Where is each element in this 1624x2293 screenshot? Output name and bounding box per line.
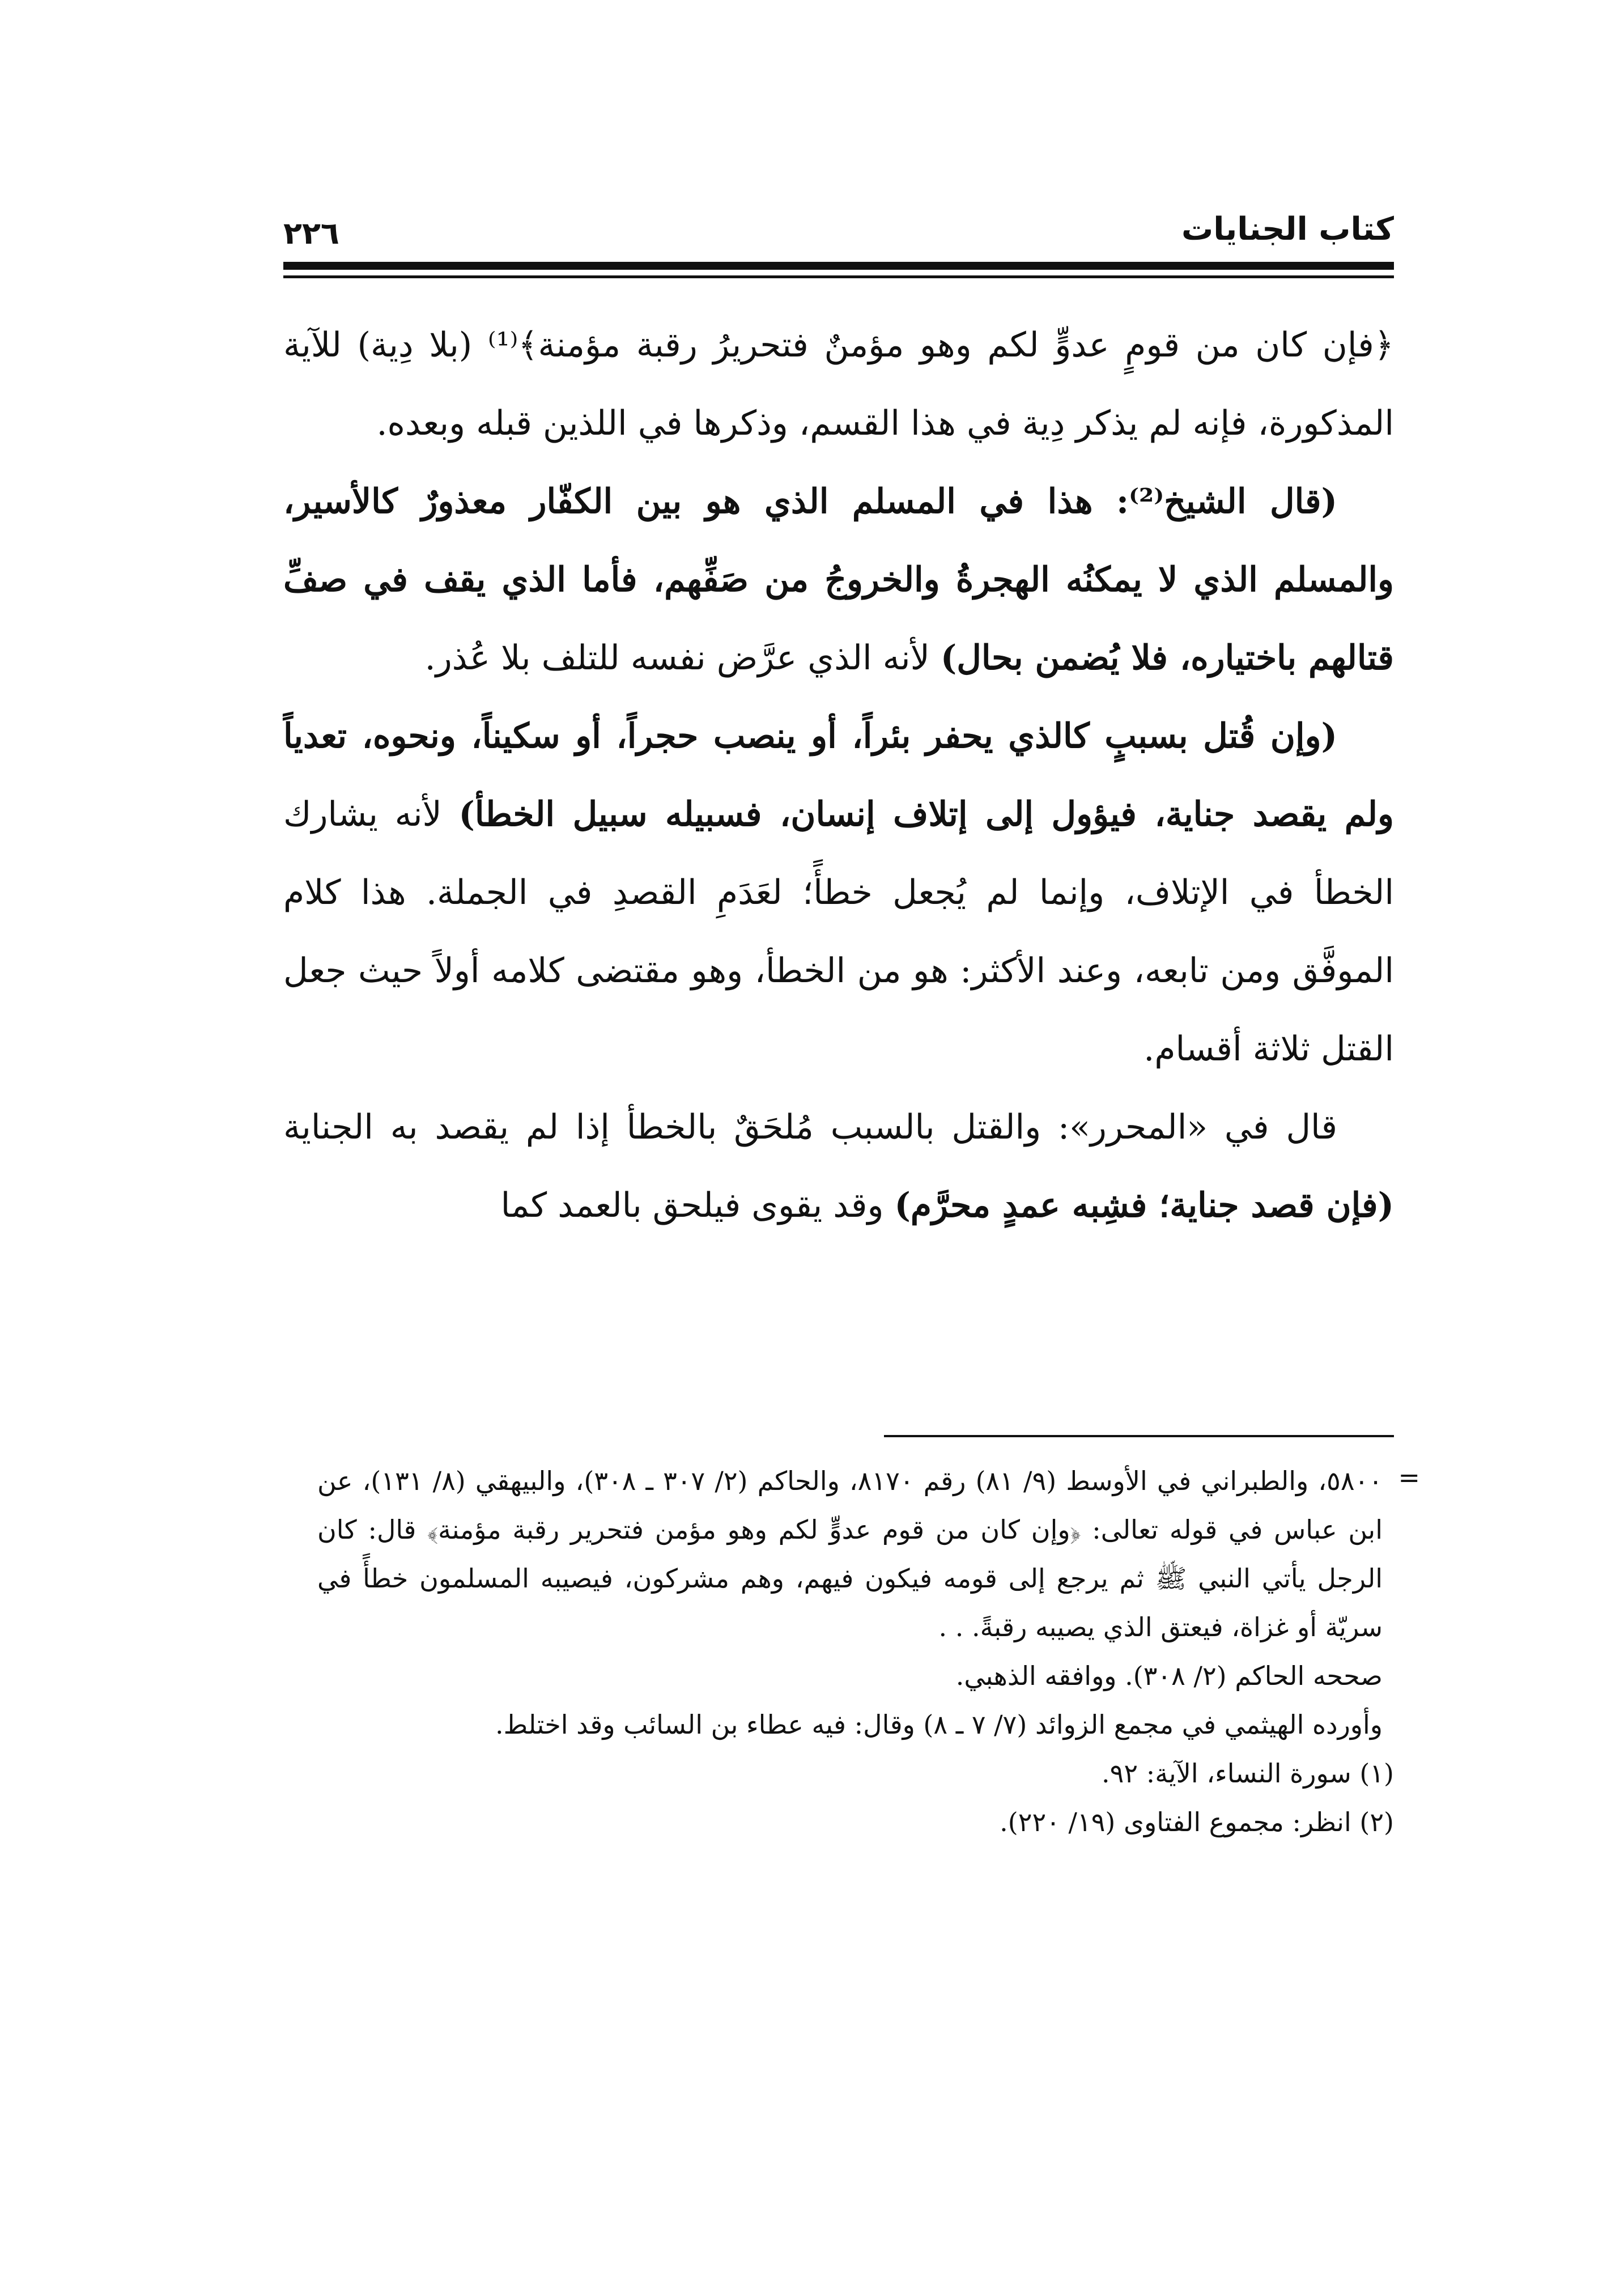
header-rule-thick [283,262,1394,270]
footnote-continued-authentication: صححه الحاكم (٢/ ٣٠٨). ووافقه الذهبي. [955,1661,1383,1691]
paragraph-3-matn: (وإن قُتل بسببٍ كالذي يحفر بئراً، أو ينصب حجراً، أو سكيناً، ونحوه، تعدياً ولم يقصد جناية، فيؤول إلى إتلاف إنسان، فسبيله سبيل الخطأ) [283,716,1394,834]
paragraph-3-sharh: لأنه يشارك الخطأ في الإتلاف، وإنما لم يُجعل خطأً؛ لعَدَمِ القصدِ في الجملة. هذا كلام الموفَّق ومن تابعه، وعند الأكثر: هو من الخطأ، وهو مقتضى كلامه أولاً حيث جعل القتل ثلاثة أقسام. [283,795,1395,1069]
header-title: كتاب الجنايات [1181,211,1394,248]
header-rule-thin [283,275,1394,278]
paragraph-2-sharh: لأنه الذي عرَّض نفسه للتلف بلا عُذر. [424,638,941,678]
paragraph-4-sharh-1: قال في «المحرر»: والقتل بالسبب مُلحَقٌ بالخطأ إذا لم يقصد به الجناية [283,1107,1337,1147]
main-text [283,306,1394,1245]
footnote-1: (١) سورة النساء، الآية: ٩٢. [1102,1758,1394,1789]
paragraph-1: ﴿فإن كان من قومٍ عدوٍّ لكم وهو مؤمنٌ فتحريرُ رقبة مؤمنة﴾⁽¹⁾ (بلا دِية) للآية المذكورة، فإنه لم يذكر دِية في هذا القسم، وذكرها في اللذين قبله وبعده. [283,325,1394,443]
footnote-continuation-mark: = [1398,1462,1420,1493]
running-header [283,204,1394,255]
paragraph-2-matn: (قال الشيخ⁽²⁾: هذا في المسلم الذي هو بين الكفّار معذورٌ كالأسير، والمسلم الذي لا يمكنُه الهجرةُ والخروجُ من صَفِّهم، فأما الذي يقف في صفِّ قتالهم باختياره، فلا يُضمن بحال) [283,482,1394,678]
paragraph-3 [283,697,1394,1088]
footnotes [317,1457,1394,1846]
paragraph-4-sharh-2: وقد يقوى فيلحق بالعمد كما [500,1186,895,1225]
footnote-continued-haythami: وأورده الهيثمي في مجمع الزوائد (٧/ ٧ ـ ٨) وقال: فيه عطاء بن السائب وقد اختلط. [495,1709,1383,1740]
footnote-separator [884,1435,1394,1437]
footnote-continued-text: ٥٨٠٠، والطبراني في الأوسط (٩/ ٨١) رقم ٨١٧٠، والحاكم (٢/ ٣٠٧ ـ ٣٠٨)، والبيهقي (٨/ ١٣١)، عن ابن عباس في قوله تعالى: ﴿وإن كان من قوم عدوٍّ لكم وهو مؤمن فتحرير رقبة مؤمنة﴾ قال: كان الرجل يأتي النبي ﷺ ثم يرجع إلى قومه فيكون فيهم، وهم مشركون، فيصيبه المسلمون خطأً في سريّة أو غزاة، فيعتق الذي يصيبه رقبةً. . . [317,1466,1383,1642]
paragraph-4 [283,1088,1394,1245]
footnote-2: (٢) انظر: مجموع الفتاوى (١٩/ ٢٢٠). [1000,1807,1394,1837]
page-number: ٢٢٦ [283,215,339,251]
paragraph-2 [283,462,1394,697]
paragraph-4-matn: (فإن قصد جناية؛ فشِبه عمدٍ محرَّم) [894,1186,1394,1225]
